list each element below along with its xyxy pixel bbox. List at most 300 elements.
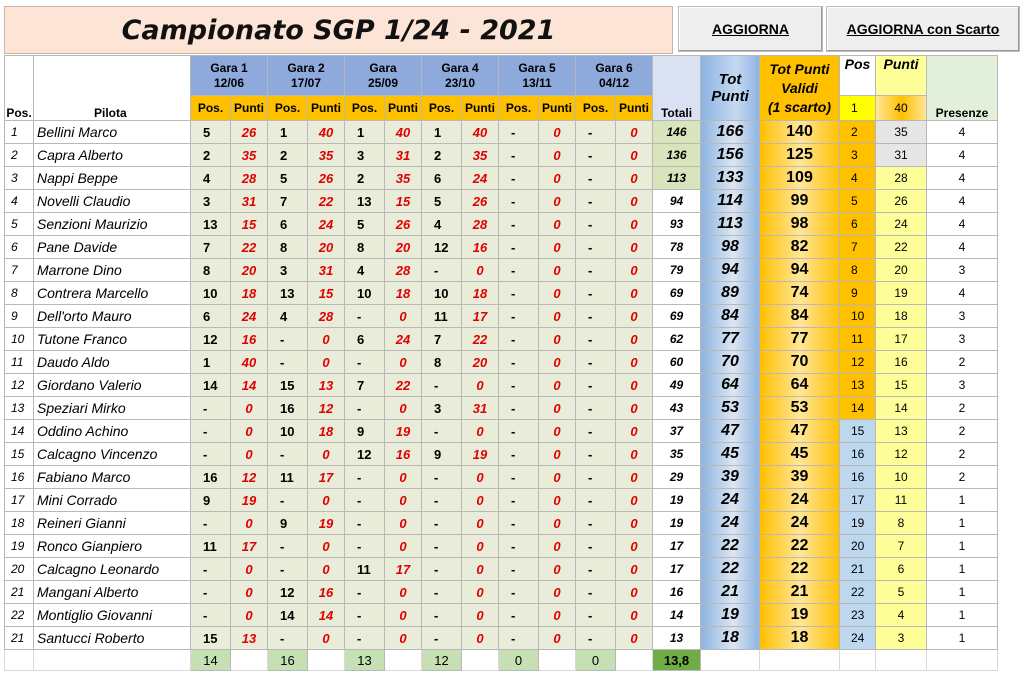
race-position: - <box>345 305 385 328</box>
race-points: 17 <box>462 305 499 328</box>
ranking-pts-cell: 15 <box>876 374 927 397</box>
presenze-cell: 1 <box>927 627 998 650</box>
pos-cell: 20 <box>5 558 34 581</box>
race-position: - <box>576 213 616 236</box>
validi-cell: 19 <box>760 604 840 627</box>
race-points: 35 <box>385 167 422 190</box>
pilot-name: Mangani Alberto <box>34 581 191 604</box>
pilot-name: Mini Corrado <box>34 489 191 512</box>
ranking-pos-cell: 11 <box>840 328 876 351</box>
race-points: 26 <box>231 121 268 144</box>
pos-cell: 3 <box>5 167 34 190</box>
race-position: - <box>576 121 616 144</box>
race-participants-count: 12 <box>422 650 462 671</box>
footer-blank <box>34 650 191 671</box>
ranking-pts-first: 40 <box>876 96 927 121</box>
race-points: 0 <box>616 305 653 328</box>
race-points: 0 <box>385 535 422 558</box>
race-points: 0 <box>539 144 576 167</box>
race-position: 11 <box>345 558 385 581</box>
race-points: 24 <box>462 167 499 190</box>
race-position: 2 <box>345 167 385 190</box>
race-points: 0 <box>539 535 576 558</box>
totali-cell: 60 <box>653 351 701 374</box>
race-position: 11 <box>422 305 462 328</box>
ranking-pts-cell: 24 <box>876 213 927 236</box>
race-points: 0 <box>308 489 345 512</box>
race-points: 31 <box>308 259 345 282</box>
race-points: 0 <box>385 466 422 489</box>
race-points: 24 <box>308 213 345 236</box>
pos-cell: 9 <box>5 305 34 328</box>
presenze-cell: 4 <box>927 236 998 259</box>
presenze-cell: 1 <box>927 604 998 627</box>
race-position: - <box>499 558 539 581</box>
race-position: - <box>499 190 539 213</box>
race-punti-header: Punti <box>308 96 345 121</box>
table-row <box>5 512 998 535</box>
validi-cell: 109 <box>760 167 840 190</box>
race-points: 35 <box>462 144 499 167</box>
race-position: 7 <box>268 190 308 213</box>
pilot-name: Senzioni Maurizio <box>34 213 191 236</box>
race-points: 0 <box>385 305 422 328</box>
race-position: - <box>576 351 616 374</box>
race-position: 6 <box>422 167 462 190</box>
presenze-cell: 1 <box>927 558 998 581</box>
tot-punti-cell: 114 <box>701 190 760 213</box>
presenze-cell: 1 <box>927 512 998 535</box>
tot-punti-cell: 77 <box>701 328 760 351</box>
race-header-3 <box>345 56 422 96</box>
race-points: 17 <box>385 558 422 581</box>
footer-blank <box>462 650 499 671</box>
race-points: 26 <box>462 190 499 213</box>
race-position: 4 <box>345 259 385 282</box>
tot-punti-cell: 53 <box>701 397 760 420</box>
race-points: 40 <box>231 351 268 374</box>
race-position: 10 <box>191 282 231 305</box>
race-position: 3 <box>345 144 385 167</box>
tot-punti-cell: 89 <box>701 282 760 305</box>
table-row <box>5 397 998 420</box>
tot-punti-cell: 94 <box>701 259 760 282</box>
race-points: 0 <box>462 466 499 489</box>
race-position: 16 <box>191 466 231 489</box>
presenze-cell: 2 <box>927 420 998 443</box>
validi-line3: (1 scarto) <box>767 98 832 115</box>
tot-punti-cell: 98 <box>701 236 760 259</box>
totali-cell: 29 <box>653 466 701 489</box>
totali-cell: 17 <box>653 535 701 558</box>
totali-cell: 37 <box>653 420 701 443</box>
race-points: 35 <box>308 144 345 167</box>
race-points: 22 <box>231 236 268 259</box>
race-points: 14 <box>308 604 345 627</box>
race-position: 10 <box>422 282 462 305</box>
race-points: 20 <box>231 259 268 282</box>
race-points: 0 <box>539 328 576 351</box>
validi-cell: 21 <box>760 581 840 604</box>
validi-cell: 77 <box>760 328 840 351</box>
race-position: - <box>499 489 539 512</box>
pos-cell: 12 <box>5 374 34 397</box>
pilot-name: Marrone Dino <box>34 259 191 282</box>
pos-cell: 19 <box>5 535 34 558</box>
race-points: 0 <box>231 604 268 627</box>
race-points: 0 <box>539 466 576 489</box>
pilot-name: Contrera Marcello <box>34 282 191 305</box>
race-header-4 <box>422 56 499 96</box>
tot-punti-cell: 47 <box>701 420 760 443</box>
race-points: 28 <box>308 305 345 328</box>
race-points: 19 <box>385 420 422 443</box>
tot-punti-cell: 45 <box>701 443 760 466</box>
ranking-pts-cell: 3 <box>876 627 927 650</box>
race-name: Gara 1 <box>210 60 248 75</box>
validi-cell: 70 <box>760 351 840 374</box>
validi-cell: 47 <box>760 420 840 443</box>
race-points: 15 <box>385 190 422 213</box>
race-date: 25/09 <box>367 75 399 90</box>
race-position: 9 <box>268 512 308 535</box>
race-points: 31 <box>231 190 268 213</box>
race-date: 23/10 <box>444 75 476 90</box>
validi-cell: 140 <box>760 121 840 144</box>
race-pos-header: Pos. <box>268 96 308 121</box>
race-position: - <box>576 328 616 351</box>
race-points: 0 <box>616 397 653 420</box>
pos-cell: 4 <box>5 190 34 213</box>
race-position: 6 <box>191 305 231 328</box>
race-position: - <box>345 627 385 650</box>
race-date: 12/06 <box>213 75 245 90</box>
race-points: 0 <box>616 351 653 374</box>
race-position: - <box>499 236 539 259</box>
race-position: 13 <box>191 213 231 236</box>
totali-cell: 35 <box>653 443 701 466</box>
race-position: 6 <box>345 328 385 351</box>
pilot-name: Novelli Claudio <box>34 190 191 213</box>
tot-punti-cell: 24 <box>701 512 760 535</box>
ranking-pos-cell: 17 <box>840 489 876 512</box>
race-position: - <box>422 374 462 397</box>
ranking-pos-cell: 4 <box>840 167 876 190</box>
ranking-pts-cell: 13 <box>876 420 927 443</box>
pilot-name: Calcagno Leonardo <box>34 558 191 581</box>
footer-blank <box>231 650 268 671</box>
table-row <box>5 420 998 443</box>
race-position: 5 <box>422 190 462 213</box>
presenze-cell: 2 <box>927 397 998 420</box>
pos-cell: 15 <box>5 443 34 466</box>
race-position: 8 <box>345 236 385 259</box>
race-points: 12 <box>308 397 345 420</box>
race-points: 0 <box>616 558 653 581</box>
tot-punti-line2: Punti <box>711 88 749 105</box>
race-points: 22 <box>385 374 422 397</box>
race-position: - <box>499 420 539 443</box>
table-row <box>5 282 998 305</box>
race-punti-header: Punti <box>616 96 653 121</box>
race-points: 0 <box>462 558 499 581</box>
race-points: 0 <box>462 259 499 282</box>
tot-punti-cell: 21 <box>701 581 760 604</box>
totali-cell: 136 <box>653 144 701 167</box>
ranking-pos-cell: 9 <box>840 282 876 305</box>
totali-cell: 69 <box>653 305 701 328</box>
ranking-pos-cell: 2 <box>840 121 876 144</box>
race-points: 0 <box>308 535 345 558</box>
presenze-cell: 3 <box>927 328 998 351</box>
race-position: - <box>422 259 462 282</box>
table-row <box>5 144 998 167</box>
table-row <box>5 259 998 282</box>
race-points: 0 <box>616 535 653 558</box>
ranking-pos-cell: 22 <box>840 581 876 604</box>
table-row <box>5 167 998 190</box>
presenze-cell: 4 <box>927 121 998 144</box>
race-position: 4 <box>191 167 231 190</box>
race-points: 0 <box>539 351 576 374</box>
race-name: Gara 4 <box>441 60 479 75</box>
totali-cell: 43 <box>653 397 701 420</box>
race-points: 18 <box>385 282 422 305</box>
race-points: 0 <box>616 443 653 466</box>
race-position: 12 <box>345 443 385 466</box>
race-position: - <box>191 558 231 581</box>
ranking-pos-cell: 13 <box>840 374 876 397</box>
ranking-pts-cell: 11 <box>876 489 927 512</box>
race-position: - <box>499 443 539 466</box>
ranking-pos-cell: 5 <box>840 190 876 213</box>
race-position: - <box>499 512 539 535</box>
race-points: 0 <box>231 420 268 443</box>
presenze-cell: 3 <box>927 374 998 397</box>
footer-blank <box>876 650 927 671</box>
aggiorna-button[interactable]: AGGIORNA <box>678 6 823 52</box>
validi-cell: 39 <box>760 466 840 489</box>
race-position: 8 <box>422 351 462 374</box>
footer-blank <box>760 650 840 671</box>
ranking-punti-header: Punti <box>876 56 927 96</box>
race-points: 0 <box>539 282 576 305</box>
race-pos-header: Pos. <box>499 96 539 121</box>
pos-cell: 2 <box>5 144 34 167</box>
footer-row <box>5 650 998 671</box>
race-points: 0 <box>539 420 576 443</box>
pos-cell: 1 <box>5 121 34 144</box>
race-position: - <box>191 604 231 627</box>
race-points: 0 <box>616 420 653 443</box>
race-points: 31 <box>385 144 422 167</box>
race-position: - <box>268 443 308 466</box>
race-position: 6 <box>268 213 308 236</box>
race-position: 1 <box>422 121 462 144</box>
pilot-name: Bellini Marco <box>34 121 191 144</box>
race-position: - <box>268 351 308 374</box>
race-points: 0 <box>616 259 653 282</box>
ranking-pts-cell: 22 <box>876 236 927 259</box>
race-position: - <box>576 581 616 604</box>
race-position: 12 <box>268 581 308 604</box>
race-pos-header: Pos. <box>576 96 616 121</box>
race-points: 0 <box>616 213 653 236</box>
ranking-pos-cell: 15 <box>840 420 876 443</box>
race-points: 0 <box>616 328 653 351</box>
race-position: 13 <box>345 190 385 213</box>
race-position: - <box>576 305 616 328</box>
ranking-pos-cell: 16 <box>840 443 876 466</box>
pilot-name: Capra Alberto <box>34 144 191 167</box>
race-position: - <box>576 443 616 466</box>
race-position: 4 <box>268 305 308 328</box>
table-row <box>5 466 998 489</box>
race-position: - <box>345 397 385 420</box>
race-header-6 <box>576 56 653 96</box>
race-points: 0 <box>308 558 345 581</box>
race-position: - <box>345 512 385 535</box>
pos-cell: 10 <box>5 328 34 351</box>
race-points: 24 <box>231 305 268 328</box>
race-position: - <box>345 535 385 558</box>
table-row <box>5 489 998 512</box>
race-participants-count: 14 <box>191 650 231 671</box>
race-points: 0 <box>616 236 653 259</box>
race-position: - <box>422 581 462 604</box>
validi-cell: 98 <box>760 213 840 236</box>
race-position: 9 <box>345 420 385 443</box>
race-position: 12 <box>422 236 462 259</box>
totali-cell: 146 <box>653 121 701 144</box>
race-points: 0 <box>616 167 653 190</box>
race-points: 0 <box>539 259 576 282</box>
race-position: - <box>576 167 616 190</box>
table-row <box>5 535 998 558</box>
race-participants-count: 0 <box>576 650 616 671</box>
table-row <box>5 305 998 328</box>
presenze-cell: 3 <box>927 259 998 282</box>
totali-cell: 78 <box>653 236 701 259</box>
ranking-pos-cell: 7 <box>840 236 876 259</box>
totali-cell: 113 <box>653 167 701 190</box>
presenze-cell: 3 <box>927 305 998 328</box>
race-points: 40 <box>462 121 499 144</box>
race-position: - <box>191 512 231 535</box>
totali-cell: 13 <box>653 627 701 650</box>
race-points: 20 <box>385 236 422 259</box>
race-points: 19 <box>308 512 345 535</box>
totali-cell: 16 <box>653 581 701 604</box>
table-row <box>5 236 998 259</box>
race-position: - <box>268 328 308 351</box>
race-position: - <box>422 466 462 489</box>
pos-cell: 16 <box>5 466 34 489</box>
race-points: 0 <box>462 489 499 512</box>
race-points: 0 <box>385 604 422 627</box>
ranking-pos-cell: 3 <box>840 144 876 167</box>
race-points: 19 <box>231 489 268 512</box>
tot-punti-cell: 84 <box>701 305 760 328</box>
race-points: 0 <box>231 581 268 604</box>
race-position: 12 <box>191 328 231 351</box>
race-position: - <box>422 558 462 581</box>
race-position: - <box>576 558 616 581</box>
race-position: - <box>345 604 385 627</box>
tot-punti-cell: 39 <box>701 466 760 489</box>
race-points: 0 <box>616 627 653 650</box>
ranking-pts-cell: 28 <box>876 167 927 190</box>
tot-punti-header <box>701 56 760 121</box>
race-points: 0 <box>385 627 422 650</box>
race-position: - <box>576 512 616 535</box>
ranking-pos-cell: 8 <box>840 259 876 282</box>
pos-cell: 22 <box>5 604 34 627</box>
race-points: 0 <box>385 581 422 604</box>
race-points: 19 <box>462 443 499 466</box>
validi-line2: Validi <box>781 79 818 96</box>
race-points: 0 <box>539 190 576 213</box>
race-position: - <box>499 328 539 351</box>
race-position: - <box>499 213 539 236</box>
ranking-pts-cell: 10 <box>876 466 927 489</box>
race-position: - <box>191 420 231 443</box>
race-points: 28 <box>231 167 268 190</box>
race-position: - <box>576 466 616 489</box>
race-position: 2 <box>268 144 308 167</box>
presenze-cell: 2 <box>927 443 998 466</box>
race-points: 16 <box>308 581 345 604</box>
pos-cell: 21 <box>5 627 34 650</box>
totali-cell: 19 <box>653 512 701 535</box>
race-points: 0 <box>616 121 653 144</box>
presenze-cell: 2 <box>927 351 998 374</box>
footer-blank <box>840 650 876 671</box>
race-points: 0 <box>539 213 576 236</box>
race-points: 0 <box>462 581 499 604</box>
race-name: Gara 6 <box>595 60 633 75</box>
totali-header: Totali <box>653 56 701 121</box>
validi-cell: 99 <box>760 190 840 213</box>
totali-cell: 49 <box>653 374 701 397</box>
table-row <box>5 351 998 374</box>
race-position: - <box>191 397 231 420</box>
race-points: 0 <box>231 512 268 535</box>
race-points: 17 <box>308 466 345 489</box>
pos-cell: 14 <box>5 420 34 443</box>
race-points: 0 <box>616 581 653 604</box>
race-points: 0 <box>616 374 653 397</box>
aggiorna-con-scarto-button[interactable]: AGGIORNA con Scarto <box>826 6 1020 52</box>
race-position: - <box>499 581 539 604</box>
race-position: - <box>499 397 539 420</box>
pos-cell: 7 <box>5 259 34 282</box>
ranking-pts-cell: 26 <box>876 190 927 213</box>
pilot-name: Dell'orto Mauro <box>34 305 191 328</box>
tot-punti-validi-header <box>760 56 840 121</box>
race-position: 14 <box>191 374 231 397</box>
table-row <box>5 443 998 466</box>
pos-cell: 6 <box>5 236 34 259</box>
race-position: - <box>576 190 616 213</box>
totali-cell: 93 <box>653 213 701 236</box>
totali-cell: 19 <box>653 489 701 512</box>
race-participants-count: 13 <box>345 650 385 671</box>
race-points: 0 <box>231 558 268 581</box>
race-position: 10 <box>268 420 308 443</box>
race-points: 31 <box>462 397 499 420</box>
race-position: - <box>499 627 539 650</box>
